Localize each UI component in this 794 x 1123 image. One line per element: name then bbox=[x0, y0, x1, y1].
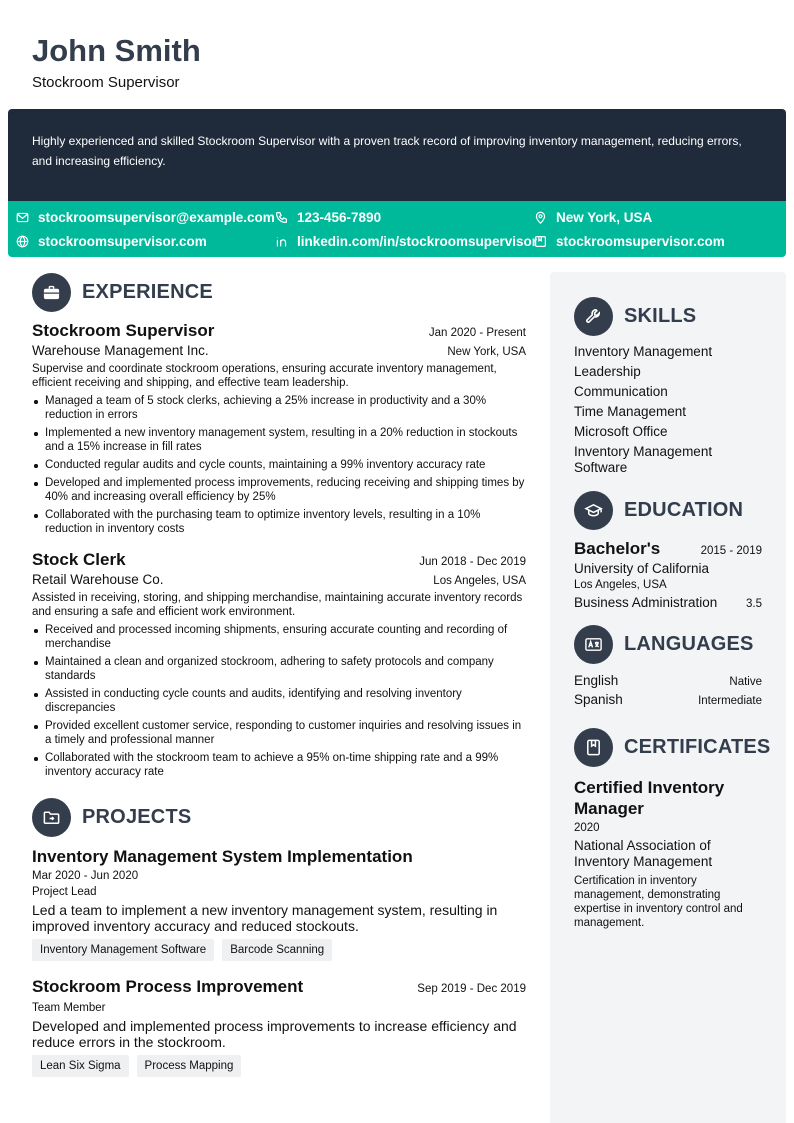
education-entry bbox=[574, 539, 762, 610]
folder-icon bbox=[32, 798, 71, 837]
contact-location bbox=[534, 207, 652, 227]
projects-title: PROJECTS bbox=[82, 805, 192, 828]
website-text: stockroomsupervisor.com bbox=[38, 233, 207, 249]
certificate-issuer: National Association of Inventory Management bbox=[574, 838, 713, 869]
contact-linkedin[interactable] bbox=[275, 231, 537, 251]
education-field: Business Administration bbox=[574, 595, 718, 610]
main-column bbox=[32, 272, 526, 1077]
email-icon bbox=[16, 211, 29, 224]
sidebar-column bbox=[574, 296, 771, 930]
project-entry bbox=[32, 847, 526, 961]
job-company: Warehouse Management Inc. bbox=[32, 343, 209, 358]
job-date: Jun 2018 - Dec 2019 bbox=[419, 556, 526, 568]
education-title: EDUCATION bbox=[624, 498, 744, 521]
briefcase-icon bbox=[32, 273, 71, 312]
job-bullet: Maintained a clean and organized stockroom, adhering to safety protocols and company standards bbox=[32, 655, 526, 683]
contact-website[interactable] bbox=[16, 231, 207, 251]
skills-heading bbox=[574, 296, 762, 336]
project-tags bbox=[32, 1055, 526, 1077]
languages-title: LANGUAGES bbox=[624, 632, 754, 655]
candidate-role: Stockroom Supervisor bbox=[32, 74, 180, 91]
location-text: New York, USA bbox=[556, 209, 653, 225]
language-row bbox=[574, 673, 762, 688]
project-tag: Inventory Management Software bbox=[32, 939, 214, 961]
phone-text: 123-456-7890 bbox=[297, 209, 382, 225]
certificates-title: CERTIFICATES bbox=[624, 735, 771, 758]
skills-list bbox=[574, 344, 762, 476]
job-bullet: Collaborated with the purchasing team to optimize inventory levels, resulting in a 10% reduction in inventory costs bbox=[32, 508, 526, 536]
job-title: Stock Clerk bbox=[32, 550, 126, 569]
certificate-entry bbox=[574, 777, 762, 930]
contact-email[interactable] bbox=[16, 207, 275, 227]
languages-list bbox=[574, 673, 762, 707]
graduation-cap-icon bbox=[574, 491, 613, 530]
education-school: University of California bbox=[574, 561, 710, 576]
project-title: Inventory Management System Implementation bbox=[32, 847, 413, 866]
skill-item: Time Management bbox=[574, 404, 687, 419]
translate-icon bbox=[574, 625, 613, 664]
job-bullet: Received and processed incoming shipments, ensuring accurate counting and recording of merchandise bbox=[32, 623, 526, 651]
contact-bar bbox=[8, 201, 786, 257]
projects-heading bbox=[32, 797, 526, 837]
project-date: Mar 2020 - Jun 2020 bbox=[32, 870, 139, 882]
job-title: Stockroom Supervisor bbox=[32, 321, 215, 340]
globe-icon bbox=[16, 235, 29, 248]
experience-heading bbox=[32, 272, 526, 312]
education-location: Los Angeles, USA bbox=[574, 579, 667, 591]
resume-header bbox=[32, 32, 201, 91]
wrench-icon bbox=[574, 297, 613, 336]
job-bullet: Assisted in conducting cycle counts and audits, identifying and resolving inventory discrepancies bbox=[32, 687, 526, 715]
languages-heading bbox=[574, 624, 762, 664]
education-years: 2015 - 2019 bbox=[700, 545, 762, 557]
job-location: Los Angeles, USA bbox=[433, 575, 526, 587]
language-row bbox=[574, 692, 762, 707]
project-tags bbox=[32, 939, 526, 961]
project-entry bbox=[32, 977, 526, 1077]
certificate-description: Certification in inventory management, demonstrating expertise in inventory control and management. bbox=[574, 875, 743, 929]
job-location: New York, USA bbox=[447, 346, 526, 358]
skill-item: Inventory Management bbox=[574, 344, 713, 359]
language-level: Native bbox=[729, 676, 762, 688]
summary-text: Highly experienced and skilled Stockroom Supervisor with a proven track record of improving inventory management, reducing errors, and increasing efficiency. bbox=[32, 134, 742, 168]
summary-section bbox=[8, 109, 786, 201]
skill-item: Leadership bbox=[574, 364, 641, 379]
job-bullet: Implemented a new inventory management system, resulting in a 20% reduction in stockouts and a 15% increase in fill rates bbox=[32, 426, 526, 454]
contact-portfolio[interactable] bbox=[534, 231, 725, 251]
job-bullet: Conducted regular audits and cycle counts, maintaining a 99% inventory accuracy rate bbox=[32, 458, 526, 472]
language-level: Intermediate bbox=[698, 695, 762, 707]
location-icon bbox=[534, 211, 547, 224]
phone-icon bbox=[275, 211, 288, 224]
contact-phone[interactable] bbox=[275, 207, 381, 227]
job-description: Assisted in receiving, storing, and shipping merchandise, maintaining accurate inventory records and ensuring a safe and efficient work environment. bbox=[32, 592, 523, 618]
education-heading bbox=[574, 490, 762, 530]
job-date: Jan 2020 - Present bbox=[428, 327, 526, 339]
linkedin-icon bbox=[275, 235, 288, 248]
project-date: Sep 2019 - Dec 2019 bbox=[417, 983, 526, 995]
project-role: Project Lead bbox=[32, 886, 97, 898]
experience-title: EXPERIENCE bbox=[82, 280, 213, 303]
certificate-name: Certified Inventory Manager bbox=[574, 778, 725, 818]
job-bullets bbox=[32, 623, 526, 779]
education-degree: Bachelor's bbox=[574, 539, 661, 558]
job-bullet: Managed a team of 5 stock clerks, achieving a 25% increase in productivity and a 30% reduction in errors bbox=[32, 394, 526, 422]
job-entry bbox=[32, 550, 526, 779]
job-entry bbox=[32, 321, 526, 536]
email-text: stockroomsupervisor@example.com bbox=[38, 209, 275, 225]
job-bullet: Developed and implemented process improvements, reducing receiving and shipping times by 40% and increasing overall efficiency by 25% bbox=[32, 476, 526, 504]
project-tag: Lean Six Sigma bbox=[32, 1055, 129, 1077]
project-tag: Barcode Scanning bbox=[222, 939, 332, 961]
certificates-heading bbox=[574, 727, 771, 767]
language-name: English bbox=[574, 673, 619, 688]
job-bullet: Collaborated with the stockroom team to achieve a 95% on-time shipping rate and a 99% inventory accuracy rate bbox=[32, 751, 526, 779]
project-description: Led a team to implement a new inventory management system, resulting in improved inventory accuracy and reduced stockouts. bbox=[32, 902, 498, 934]
portfolio-text: stockroomsupervisor.com bbox=[556, 233, 725, 249]
job-company: Retail Warehouse Co. bbox=[32, 572, 164, 587]
skill-item: Microsoft Office bbox=[574, 424, 668, 439]
skill-item: Communication bbox=[574, 384, 668, 399]
candidate-name: John Smith bbox=[32, 33, 201, 68]
job-bullet: Provided excellent customer service, responding to customer inquiries and resolving issues in a timely and professional manner bbox=[32, 719, 526, 747]
portfolio-icon bbox=[534, 235, 547, 248]
certificate-icon bbox=[574, 728, 613, 767]
linkedin-text: linkedin.com/in/stockroomsupervisor bbox=[297, 233, 538, 249]
skill-item: Inventory Management Software bbox=[574, 444, 713, 475]
project-role: Team Member bbox=[32, 1002, 106, 1014]
job-bullets bbox=[32, 394, 526, 536]
job-description: Supervise and coordinate stockroom operations, ensuring accurate inventory management, efficient receiving and shipping, and effective team leadership. bbox=[32, 363, 497, 389]
language-name: Spanish bbox=[574, 692, 623, 707]
skills-title: SKILLS bbox=[624, 304, 697, 327]
education-gpa: 3.5 bbox=[746, 598, 762, 610]
project-tag: Process Mapping bbox=[137, 1055, 242, 1077]
certificate-year: 2020 bbox=[574, 822, 600, 834]
project-title: Stockroom Process Improvement bbox=[32, 977, 304, 996]
project-description: Developed and implemented process improvements to increase efficiency and reduce errors in the stockroom. bbox=[32, 1018, 517, 1050]
